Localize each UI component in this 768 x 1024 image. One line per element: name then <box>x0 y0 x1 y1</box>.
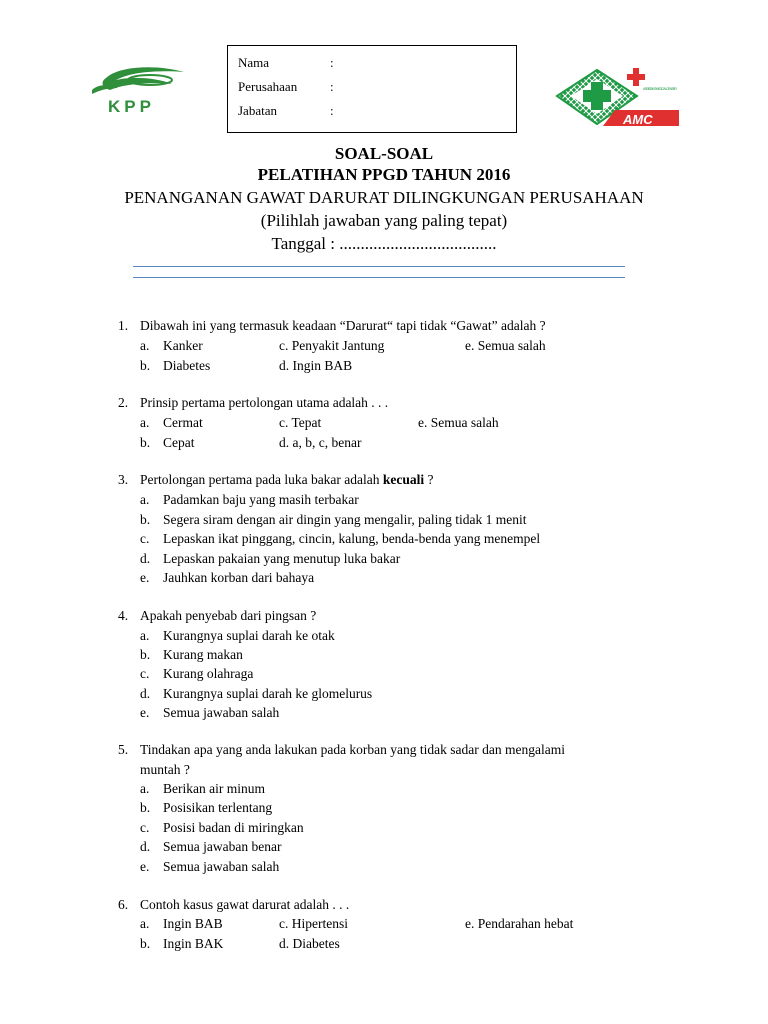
question-text: Tindakan apa yang anda lakukan pada korban yang tidak sadar dan mengalami <box>140 742 565 757</box>
option-letter: b. <box>140 358 151 373</box>
company-field-row <box>238 79 334 95</box>
question-text-end: ? <box>424 472 434 487</box>
option-a: Padamkan baju yang masih terbakar <box>163 492 359 507</box>
option-letter: a. <box>140 415 150 430</box>
question-text: Apakah penyebab dari pingsan ? <box>140 608 317 623</box>
kpp-logo-text: KPP <box>108 97 155 116</box>
option-letter: b. <box>140 512 151 527</box>
date-field: Tanggal : ..................................... <box>271 234 497 253</box>
option-letter: c. <box>140 666 150 681</box>
question-number: 4. <box>118 608 129 623</box>
name-field-row <box>238 55 334 71</box>
option-letter: c. <box>140 820 150 835</box>
position-colon: : <box>330 103 334 118</box>
option-c: c. Penyakit Jantung <box>279 338 385 353</box>
question-number: 3. <box>118 472 129 487</box>
question-text: Dibawah ini yang termasuk keadaan “Darurat“ tapi tidak “Gawat” adalah ? <box>140 318 546 333</box>
question-emphasis: kecuali <box>382 472 425 487</box>
option-e: Semua jawaban salah <box>163 705 280 720</box>
option-d: Semua jawaban benar <box>163 839 282 854</box>
option-e: e. Semua salah <box>418 415 499 430</box>
option-a: Kurangnya suplai darah ke otak <box>163 628 335 643</box>
option-e: Semua jawaban salah <box>163 859 280 874</box>
option-letter: b. <box>140 800 151 815</box>
option-c: c. Hipertensi <box>279 916 348 931</box>
option-letter: b. <box>140 647 151 662</box>
name-label: Nama <box>238 55 270 70</box>
option-a: Berikan air minum <box>163 781 265 796</box>
question-text-main: Pertolongan pertama pada luka bakar adalah <box>140 472 383 487</box>
option-b: Kurang makan <box>163 647 243 662</box>
option-letter: c. <box>140 531 150 546</box>
kpp-logo <box>88 64 192 122</box>
header-rule-bottom <box>133 277 625 278</box>
amc-logo-text: AMC <box>623 112 653 127</box>
option-letter: a. <box>140 338 150 353</box>
doc-subtitle: PENANGANAN GAWAT DARURAT DILINGKUNGAN PERUSAHAAN <box>124 188 644 207</box>
option-letter: b. <box>140 435 151 450</box>
option-d: d. Ingin BAB <box>279 358 353 373</box>
question-text-continued: muntah ? <box>140 762 190 777</box>
doc-title-training: PELATIHAN PPGD TAHUN 2016 <box>257 165 511 184</box>
amc-logo <box>553 66 680 128</box>
option-e: Jauhkan korban dari bahaya <box>163 570 315 585</box>
option-letter: b. <box>140 936 151 951</box>
amc-logo-small-text: ASSISTANT MEDICAL CENTER <box>643 87 677 91</box>
position-field-row <box>238 103 334 119</box>
option-letter: d. <box>140 551 151 566</box>
option-b: Diabetes <box>163 358 211 373</box>
option-a: Ingin BAB <box>163 916 223 931</box>
question-number: 2. <box>118 395 129 410</box>
question-text: Contoh kasus gawat darurat adalah . . . <box>140 897 350 912</box>
option-letter: a. <box>140 781 150 796</box>
option-e: e. Semua salah <box>465 338 546 353</box>
option-b: Segera siram dengan air dingin yang mengalir, paling tidak 1 menit <box>163 512 527 527</box>
option-c: Lepaskan ikat pinggang, cincin, kalung, benda-benda yang menempel <box>163 531 541 546</box>
option-b: Posisikan terlentang <box>163 800 273 815</box>
option-a: Kanker <box>163 338 203 353</box>
question-number: 5. <box>118 742 129 757</box>
question-text: Prinsip pertama pertolongan utama adalah . . . <box>140 395 389 410</box>
question-text <box>140 470 434 490</box>
question-number: 6. <box>118 897 129 912</box>
option-letter: a. <box>140 916 150 931</box>
name-colon: : <box>330 55 334 70</box>
option-letter: e. <box>140 570 150 585</box>
option-a: Cermat <box>163 415 203 430</box>
company-label: Perusahaan <box>238 79 298 94</box>
option-letter: e. <box>140 859 150 874</box>
header-rule-top <box>133 266 625 267</box>
position-label: Jabatan <box>238 103 277 118</box>
option-c: Posisi badan di miringkan <box>163 820 304 835</box>
question-number: 1. <box>118 318 129 333</box>
option-d: d. a, b, c, benar <box>279 435 362 450</box>
option-letter: d. <box>140 839 151 854</box>
option-b: Cepat <box>163 435 195 450</box>
amc-red-cross-icon <box>627 68 645 86</box>
identity-box <box>227 45 517 133</box>
option-letter: a. <box>140 492 150 507</box>
option-letter: d. <box>140 686 151 701</box>
doc-title: SOAL-SOAL <box>334 144 434 163</box>
option-c: Kurang olahraga <box>163 666 254 681</box>
option-letter: a. <box>140 628 150 643</box>
option-d: Lepaskan pakaian yang menutup luka bakar <box>163 551 401 566</box>
option-c: c. Tepat <box>279 415 322 430</box>
option-b: Ingin BAK <box>163 936 224 951</box>
option-letter: e. <box>140 705 150 720</box>
option-e: e. Pendarahan hebat <box>465 916 574 931</box>
company-colon: : <box>330 79 334 94</box>
option-d: Kurangnya suplai darah ke glomelurus <box>163 686 373 701</box>
option-d: d. Diabetes <box>279 936 340 951</box>
doc-instruction: (Pilihlah jawaban yang paling tepat) <box>260 211 508 230</box>
